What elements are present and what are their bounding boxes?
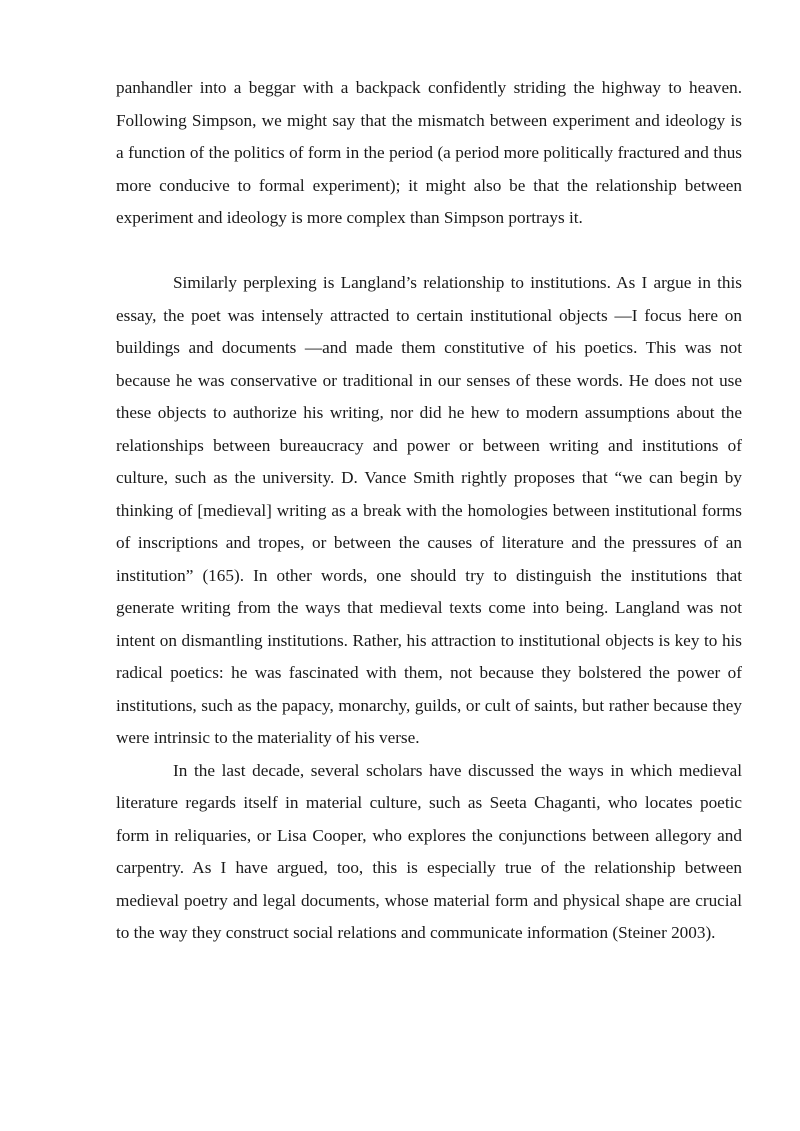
- paragraph-spacer: [116, 235, 742, 268]
- body-text: [116, 72, 742, 950]
- paragraph-continuation: panhandler into a beggar with a backpack confidently striding the highway to heaven. Following Simpson, we might say that the mismatch between experiment and ideology is a function of the politics of form in the period (a period more politically fractured and thus more conducive to formal experiment); it might also be that the relationship between experiment and ideology is more complex than Simpson portrays it.: [116, 78, 742, 227]
- paragraph-institutions: Similarly perplexing is Langland’s relationship to institutions. As I argue in this essay, the poet was intensely attracted to certain institutional objects —I focus here on buildings and documents —and made them constitutive of his poetics. This was not because he was conservative or traditional in our senses of these words. He does not use these objects to authorize his writing, nor did he hew to modern assumptions about the relationships between bureaucracy and power or between writing and institutions of culture, such as the university. D. Vance Smith rightly proposes that “we can begin by thinking of [medieval] writing as a break with the homologies between institutional forms of inscriptions and tropes, or between the causes of literature and the pressures of an institution” (165). In other words, one should try to distinguish the institutions that generate writing from the ways that medieval texts come into being. Langland was not intent on dismantling institutions. Rather, his attraction to institutional objects is key to his radical poetics: he was fascinated with them, not because they bolstered the power of institutions, such as the papacy, monarchy, guilds, or cult of saints, but rather because they were intrinsic to the materiality of his verse.: [116, 273, 742, 747]
- paragraph-material-culture: In the last decade, several scholars have discussed the ways in which medieval literature regards itself in material culture, such as Seeta Chaganti, who locates poetic form in reliquaries, or Lisa Cooper, who explores the conjunctions between allegory and carpentry. As I have argued, too, this is especially true of the relationship between medieval poetry and legal documents, whose material form and physical shape are crucial to the way they construct social relations and communicate information (Steiner 2003).: [116, 760, 742, 942]
